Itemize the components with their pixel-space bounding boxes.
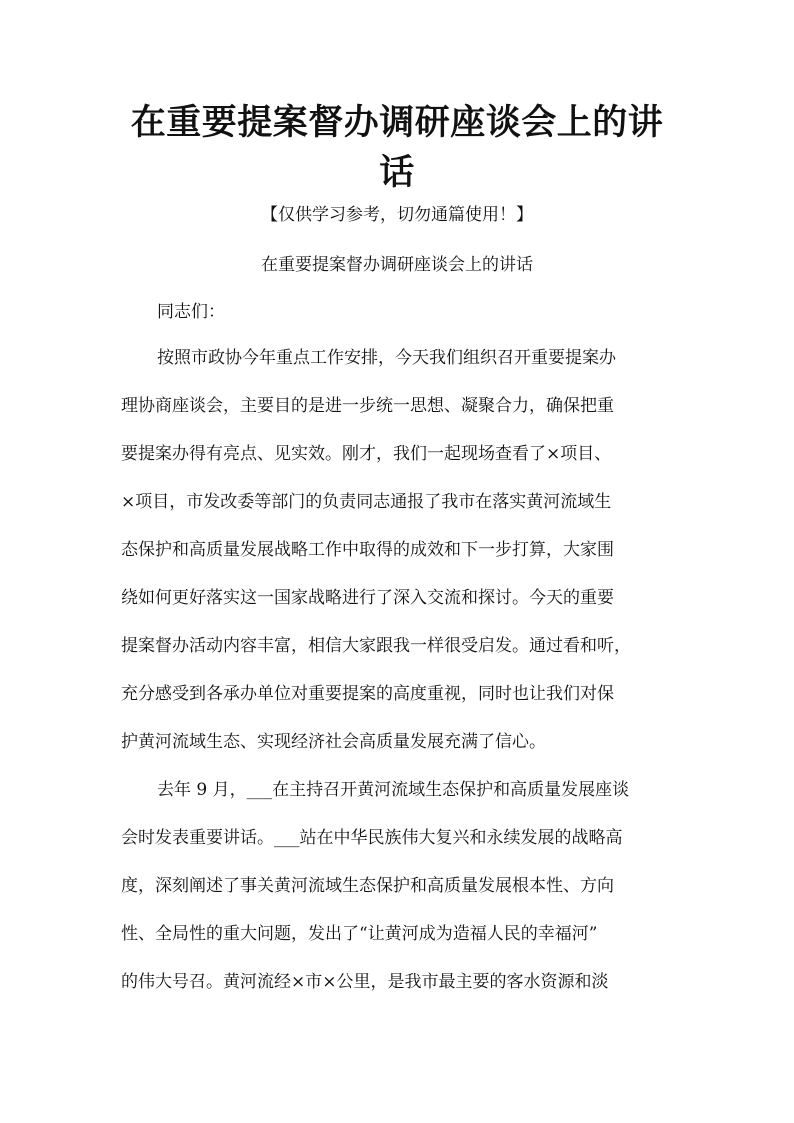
text-line: 性、全局性的重大问题，发出了“让黄河成为造福人民的幸福河” bbox=[121, 924, 598, 944]
paragraph-2 bbox=[121, 766, 687, 1006]
text-line: 会时发表重要讲话。___站在中华民族伟大复兴和永续发展的战略高 bbox=[121, 828, 623, 848]
title-line-2: 话 bbox=[379, 153, 415, 193]
text-line: 充分感受到各承办单位对重要提案的高度重视，同时也让我们对保 bbox=[121, 684, 614, 704]
text-line: 度，深刻阐述了事关黄河流域生态保护和高质量发展根本性、方向 bbox=[121, 876, 614, 896]
text-line: 护黄河流域生态、实现经济社会高质量发展充满了信心。 bbox=[121, 732, 546, 752]
text-line: 态保护和高质量发展战略工作中取得的成效和下一步打算，大家围 bbox=[121, 540, 614, 560]
text-line: 去年 9 月，___在主持召开黄河流域生态保护和高质量发展座谈 bbox=[157, 780, 630, 800]
document-body bbox=[121, 334, 687, 1006]
document-subtitle: 在重要提案督办调研座谈会上的讲话 bbox=[261, 255, 533, 275]
text-line: 理协商座谈会，主要目的是进一步统一思想、凝聚合力，确保把重 bbox=[121, 396, 614, 416]
salutation: 同志们： bbox=[157, 302, 225, 322]
text-line: 提案督办活动内容丰富，相信大家跟我一样很受启发。通过看和听， bbox=[121, 636, 631, 656]
text-line: 的伟大号召。黄河流经×市×公里，是我市最主要的客水资源和淡 bbox=[121, 972, 609, 992]
title-line-1: 在重要提案督办调研座谈会上的讲 bbox=[130, 103, 664, 143]
text-line: 按照市政协今年重点工作安排，今天我们组织召开重要提案办 bbox=[157, 348, 616, 368]
text-line: ×项目，市发改委等部门的负责同志通报了我市在落实黄河流域生 bbox=[121, 492, 612, 512]
document-title bbox=[110, 98, 684, 198]
paragraph-1 bbox=[121, 334, 687, 766]
usage-notice: 【仅供学习参考，切勿通篇使用！】 bbox=[261, 205, 533, 225]
text-line: 要提案办得有亮点、见实效。刚才，我们一起现场查看了×项目、 bbox=[121, 444, 612, 464]
text-line: 绕如何更好落实这一国家战略进行了深入交流和探讨。今天的重要 bbox=[121, 588, 614, 608]
